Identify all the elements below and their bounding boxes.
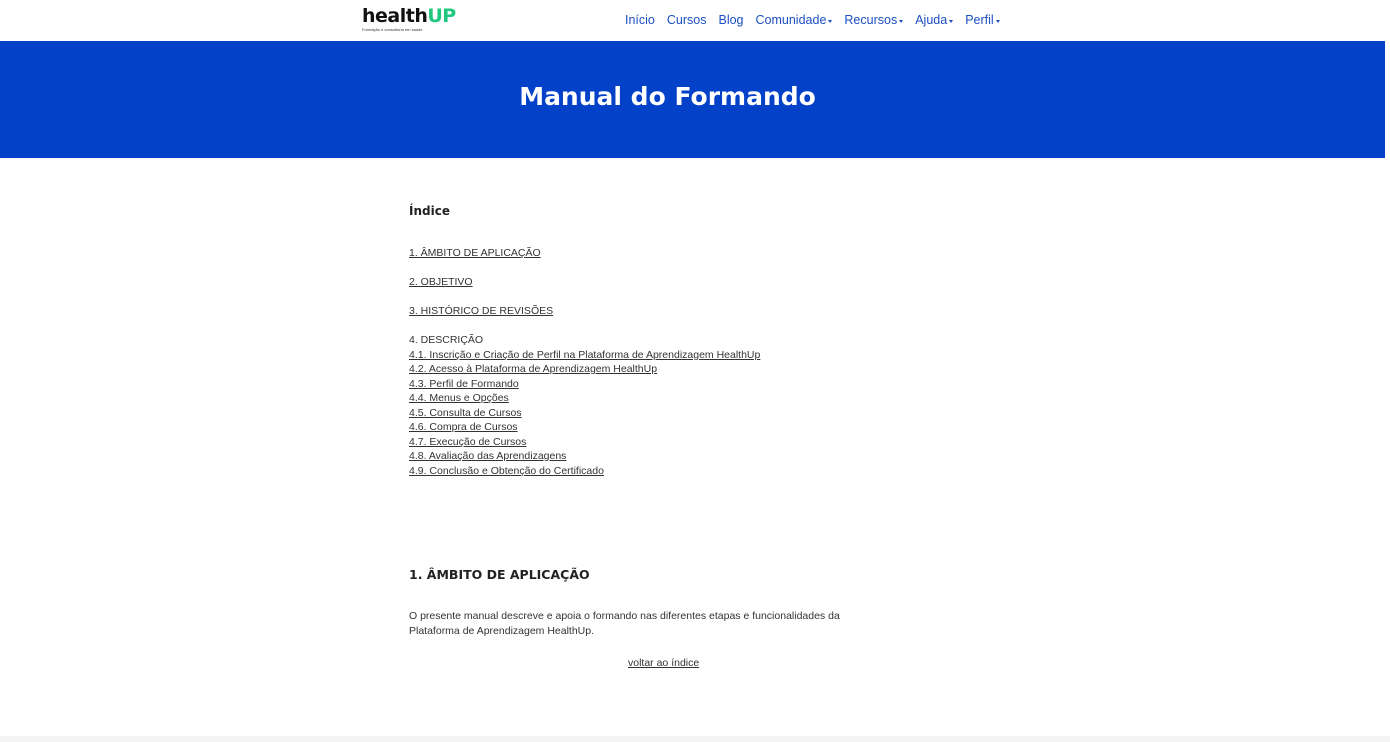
- table-of-contents: [409, 203, 929, 478]
- nav-comunidade-dropdown[interactable]: Comunidade: [756, 13, 833, 27]
- caret-down-icon: [996, 20, 1000, 23]
- section-heading-ambito: 1. ÂMBITO DE APLICAÇÃO: [409, 567, 590, 582]
- section-body-text: O presente manual descreve e apoia o formando nas diferentes etapas e funcionalidades da Plataforma de Aprendizagem HealthUp.: [409, 610, 840, 637]
- toc-link-4-1[interactable]: 4.1. Inscrição e Criação de Perfil na Plataforma de Aprendizagem HealthUp: [409, 348, 761, 361]
- toc-link-4-6[interactable]: 4.6. Compra de Cursos: [409, 421, 518, 433]
- nav-perfil-dropdown[interactable]: Perfil: [965, 13, 999, 27]
- toc-link-4-9[interactable]: 4.9. Conclusão e Obtenção do Certificado: [409, 464, 604, 477]
- nav-blog[interactable]: Blog: [718, 13, 744, 27]
- toc-heading-descricao: 4. DESCRIÇÃO: [409, 334, 484, 346]
- toc-link-4-5[interactable]: 4.5. Consulta de Cursos: [409, 406, 522, 419]
- logo-tagline: Formação e consultoria em saúde: [362, 27, 423, 32]
- hero-banner: [0, 41, 1385, 158]
- caret-down-icon: [949, 20, 953, 23]
- index-heading: Índice: [409, 204, 450, 218]
- page-bottom-divider: [0, 736, 1390, 742]
- toc-link-4-7[interactable]: 4.7. Execução de Cursos: [409, 435, 527, 448]
- back-to-index-link[interactable]: voltar ao índice: [628, 657, 700, 669]
- page-title: Manual do Formando: [519, 82, 816, 111]
- toc-link-historico[interactable]: 3. HISTÓRICO DE REVISÕES: [409, 305, 554, 317]
- caret-down-icon: [828, 20, 832, 23]
- toc-link-4-8[interactable]: 4.8. Avaliação das Aprendizagens: [409, 450, 567, 462]
- main-nav: [625, 11, 1012, 29]
- nav-recursos-dropdown[interactable]: Recursos: [844, 13, 903, 27]
- healthup-logo[interactable]: [362, 6, 462, 34]
- nav-cursos[interactable]: Cursos: [666, 13, 707, 27]
- logo-wordmark: healthUP: [362, 5, 456, 27]
- toc-link-objetivo[interactable]: 2. OBJETIVO: [409, 276, 473, 288]
- toc-link-ambito[interactable]: 1. ÂMBITO DE APLICAÇÃO: [409, 247, 541, 259]
- top-navbar: [0, 0, 1390, 41]
- nav-inicio[interactable]: Início: [625, 13, 655, 27]
- nav-ajuda-dropdown[interactable]: Ajuda: [915, 13, 953, 27]
- toc-link-4-3[interactable]: 4.3. Perfil de Formando: [409, 377, 519, 390]
- toc-link-4-4[interactable]: 4.4. Menus e Opções: [409, 392, 509, 404]
- caret-down-icon: [899, 20, 903, 23]
- toc-link-4-2[interactable]: 4.2. Acesso à Plataforma de Aprendizagem HealthUp: [409, 363, 658, 375]
